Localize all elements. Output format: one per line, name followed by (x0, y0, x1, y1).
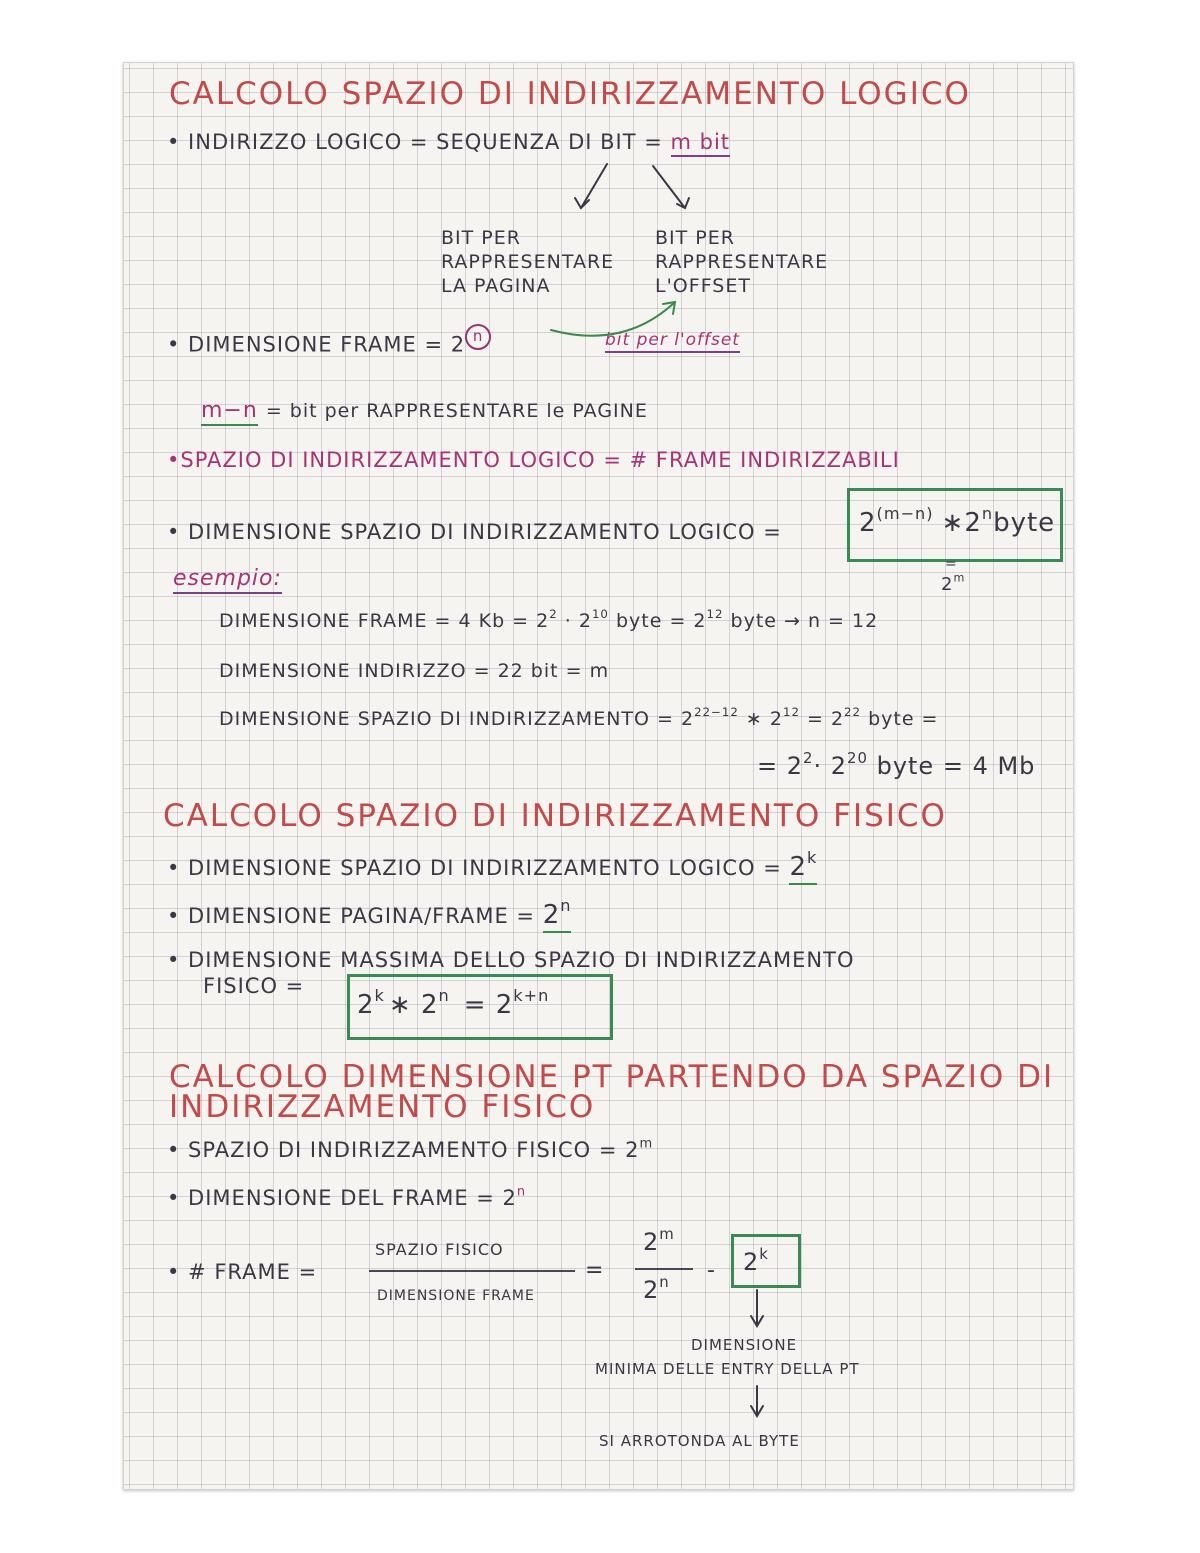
frac-denominator: DIMENSIONE FRAME (377, 1288, 535, 1304)
note-dimensione: DIMENSIONE (691, 1336, 798, 1354)
phys-exp-n: n (438, 985, 450, 1005)
frac2-num-exp: m (659, 1224, 675, 1243)
s2-max-line: • DIMENSIONE MASSIMA DELLO SPAZIO DI INDIRIZZAMENTO (167, 948, 855, 972)
m-bit-label: m bit (671, 130, 731, 157)
branch-right-l2: RAPPRESENTARE (655, 251, 829, 273)
branch-right-l1: BIT PER (655, 227, 735, 249)
example-address-line: DIMENSIONE INDIRIZZO = 22 bit = m (219, 660, 610, 682)
branch-left-l3: LA PAGINA (441, 275, 551, 297)
ex1-exp3: 12 (706, 607, 724, 622)
ex4-exp2: 20 (847, 748, 868, 767)
phys-exp-k: k (374, 985, 385, 1005)
formula-exp-n: n (981, 503, 994, 523)
frac2-den-exp: n (659, 1272, 670, 1291)
two-to-m-base: 2 (941, 574, 954, 595)
ex4-mid: · 2 (813, 752, 848, 780)
s2-logical-text: • DIMENSIONE SPAZIO DI INDIRIZZAMENTO LOGICO = (167, 856, 782, 880)
ex1-right: byte → n = 12 (723, 610, 879, 632)
s3-physical-exp: m (639, 1136, 654, 1152)
ex3-right: byte = (861, 708, 939, 730)
ex4-left: = 2 (757, 752, 804, 780)
formula-exp-m-minus-n: (m−n) (876, 503, 934, 523)
s2-page-exp: n (560, 895, 572, 915)
section3-title-l1: CALCOLO DIMENSIONE PT PARTENDO DA SPAZIO DI (169, 1059, 1055, 1095)
branch-right-l3: L'OFFSET (655, 275, 751, 297)
phys-equals-2: = 2 (463, 990, 514, 1020)
branch-left-l1: BIT PER (441, 227, 521, 249)
arrow-n-to-offset (551, 302, 675, 336)
notebook-page (123, 62, 1074, 1490)
dim-spazio-logico-line: • DIMENSIONE SPAZIO DI INDIRIZZAMENTO LOGICO = (167, 520, 782, 544)
bit-offset-text: bit per l'offset (605, 330, 740, 353)
section1-title: CALCOLO SPAZIO DI INDIRIZZAMENTO LOGICO (169, 76, 971, 112)
phys-times-2: ∗ 2 (388, 990, 439, 1020)
ex3-exp1: 22−12 (694, 705, 739, 720)
formula-base-2: 2 (859, 508, 877, 538)
ex1-exp1: 2 (549, 607, 558, 622)
min-entry-exp: k (759, 1244, 769, 1263)
ex1-mid2: byte = 2 (608, 610, 707, 632)
frac2-num-base: 2 (643, 1228, 660, 1256)
ex3-exp2: 12 (782, 705, 800, 720)
dim-frame-text: • DIMENSIONE FRAME = 2 (167, 332, 466, 357)
min-entry-base: 2 (743, 1248, 760, 1276)
arrow-left-branch (581, 164, 607, 208)
esempio-text: esempio: (173, 566, 282, 594)
section2-title: CALCOLO SPAZIO DI INDIRIZZAMENTO FISICO (163, 798, 947, 834)
frac-numerator: SPAZIO FISICO (375, 1240, 504, 1259)
two-to-m-exp: m (953, 571, 966, 585)
ex4-right: byte = 4 Mb (867, 752, 1036, 780)
mn-expression: m−n (201, 398, 258, 426)
note-arrotonda: SI ARROTONDA AL BYTE (599, 1432, 800, 1450)
s2-fisico-label: FISICO = (203, 974, 305, 998)
s3-frame-count-label: • # FRAME = (167, 1260, 318, 1284)
ex1-left: DIMENSIONE FRAME = 4 Kb = 2 (219, 610, 550, 632)
ex3-left: DIMENSIONE SPAZIO DI INDIRIZZAMENTO = 2 (219, 708, 695, 730)
n-circled: n (465, 324, 491, 350)
formula-times-2: ∗2 (941, 508, 982, 538)
ex3-mid: ∗ 2 (738, 708, 783, 730)
ex3-exp3: 22 (844, 705, 862, 720)
note-minima: MINIMA DELLE ENTRY DELLA PT (595, 1360, 860, 1378)
equals-vertical: = (945, 556, 958, 572)
ex3-mid2: = 2 (799, 708, 845, 730)
arrows-layer (123, 62, 1074, 1490)
s3-physical-text: • SPAZIO DI INDIRIZZAMENTO FISICO = 2 (167, 1138, 640, 1162)
frac-minus: - (707, 1258, 716, 1283)
s3-frame-dim-exp: n (516, 1184, 527, 1200)
phys-exp-kn: k+n (513, 985, 550, 1005)
s3-frame-dim-text: • DIMENSIONE DEL FRAME = 2 (167, 1186, 517, 1210)
formula-byte: byte (993, 508, 1056, 538)
s2-page-base: 2 (542, 900, 561, 930)
mn-description: = bit per RAPPRESENTARE le PAGINE (265, 400, 648, 422)
section3-title-l2: INDIRIZZAMENTO FISICO (169, 1089, 596, 1125)
logical-address-text: • INDIRIZZO LOGICO = SEQUENZA DI BIT = (167, 130, 663, 154)
s2-logical-base: 2 (789, 852, 808, 882)
branch-left-l2: RAPPRESENTARE (441, 251, 615, 273)
s2-logical-exp: k (807, 847, 818, 867)
arrow-right-branch (653, 166, 685, 208)
ex1-exp2: 10 (591, 607, 609, 622)
ex1-mid: · 2 (557, 610, 592, 632)
ex4-exp1: 2 (803, 748, 814, 767)
frac-equals: = (585, 1258, 605, 1283)
phys-base-a: 2 (357, 990, 375, 1020)
frac2-den-base: 2 (643, 1276, 660, 1304)
spazio-logico-line: •SPAZIO DI INDIRIZZAMENTO LOGICO = # FRAME INDIRIZZABILI (167, 448, 900, 472)
s2-page-text: • DIMENSIONE PAGINA/FRAME = (167, 904, 536, 928)
